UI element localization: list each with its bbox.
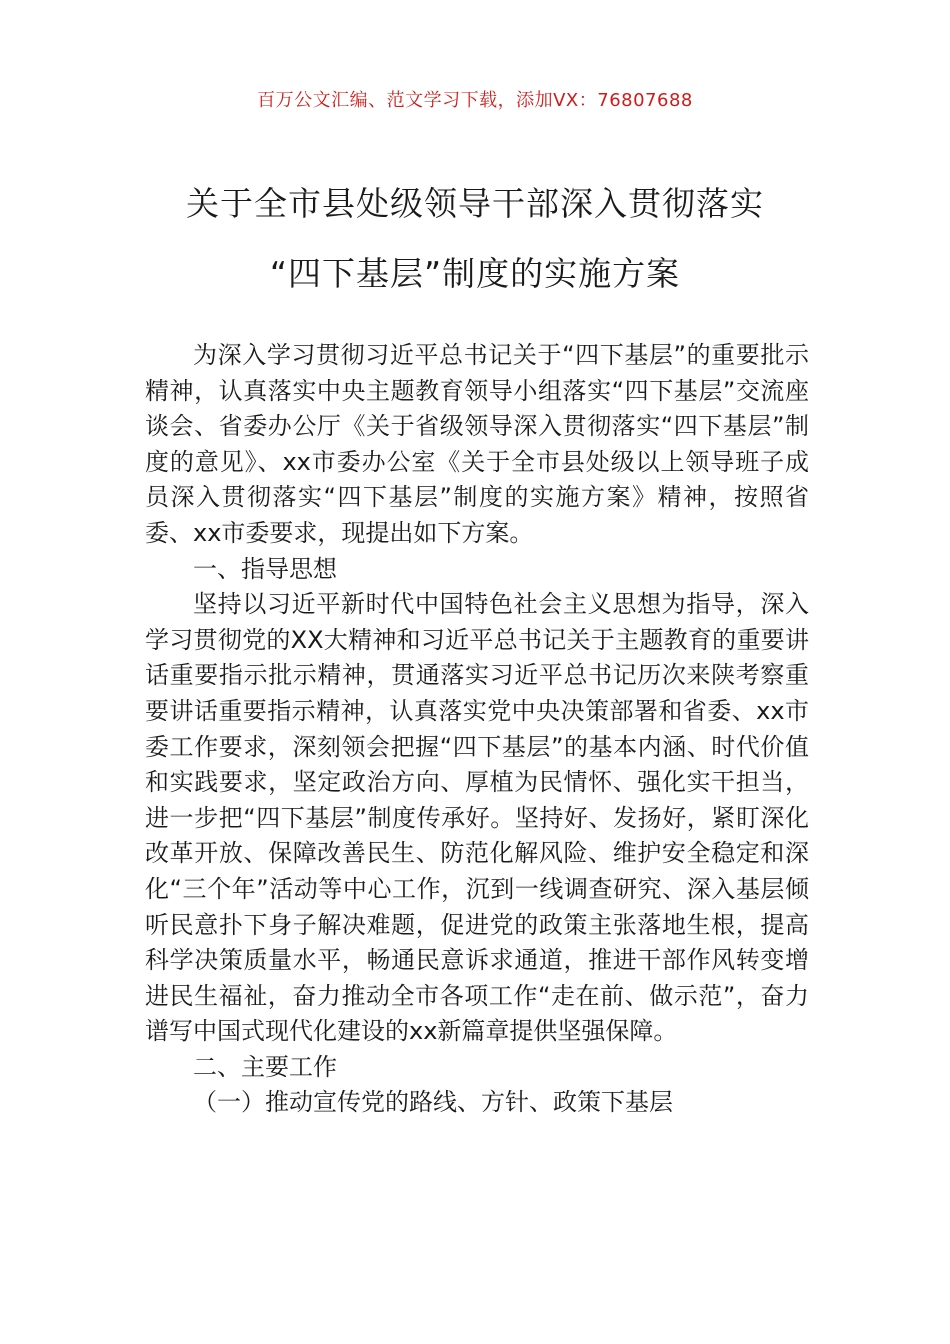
document-title-line-1: 关于全市县处级领导干部深入贯彻落实 <box>186 184 764 223</box>
intro-paragraph: 为深入学习贯彻习近平总书记关于“四下基层”的重要批示精神，认真落实中央主题教育领导小组落实“四下基层”交流座谈会、省委办公厅《关于省级领导深入贯彻落实“四下基层”制度的意见》、xx市委办公室《关于全市县处级以上领导班子成员深入贯彻落实“四下基层”制度的实施方案》精神，按照省委、xx市委要求，现提出如下方案。 <box>145 341 809 547</box>
section-heading-guiding-ideology: 一、指导思想 <box>193 554 337 583</box>
document-body <box>145 338 809 1121</box>
header-watermark-note: 百万公文汇编、范文学习下载，添加VX：76807688 <box>257 90 693 111</box>
document-title-line-2: “四下基层”制度的实施方案 <box>269 254 681 293</box>
guiding-ideology-paragraph: 坚持以习近平新时代中国特色社会主义思想为指导，深入学习贯彻党的XX大精神和习近平总书记关于主题教育的重要讲话重要指示批示精神，贯通落实习近平总书记历次来陕考察重要讲话重要指示精神，认真落实党中央决策部署和省委、xx市委工作要求，深刻领会把握“四下基层”的基本内涵、时代价值和实践要求，坚定政治方向、厚植为民情怀、强化实干担当，进一步把“四下基层”制度传承好。坚持好、发扬好，紧盯深化改革开放、保障改善民生、防范化解风险、维护安全稳定和深化“三个年”活动等中心工作，沉到一线调查研究、深入基层倾听民意扑下身子解决难题，促进党的政策主张落地生根，提高科学决策质量水平，畅通民意诉求通道，推进干部作风转变增进民生福祉，奋力推动全市各项工作“走在前、做示范”，奋力谱写中国式现代化建设的xx新篇章提供坚强保障。 <box>145 590 809 1046</box>
subsection-heading-1: （一）推动宣传党的路线、方针、政策下基层 <box>193 1088 673 1117</box>
section-heading-main-work: 二、主要工作 <box>193 1052 337 1081</box>
